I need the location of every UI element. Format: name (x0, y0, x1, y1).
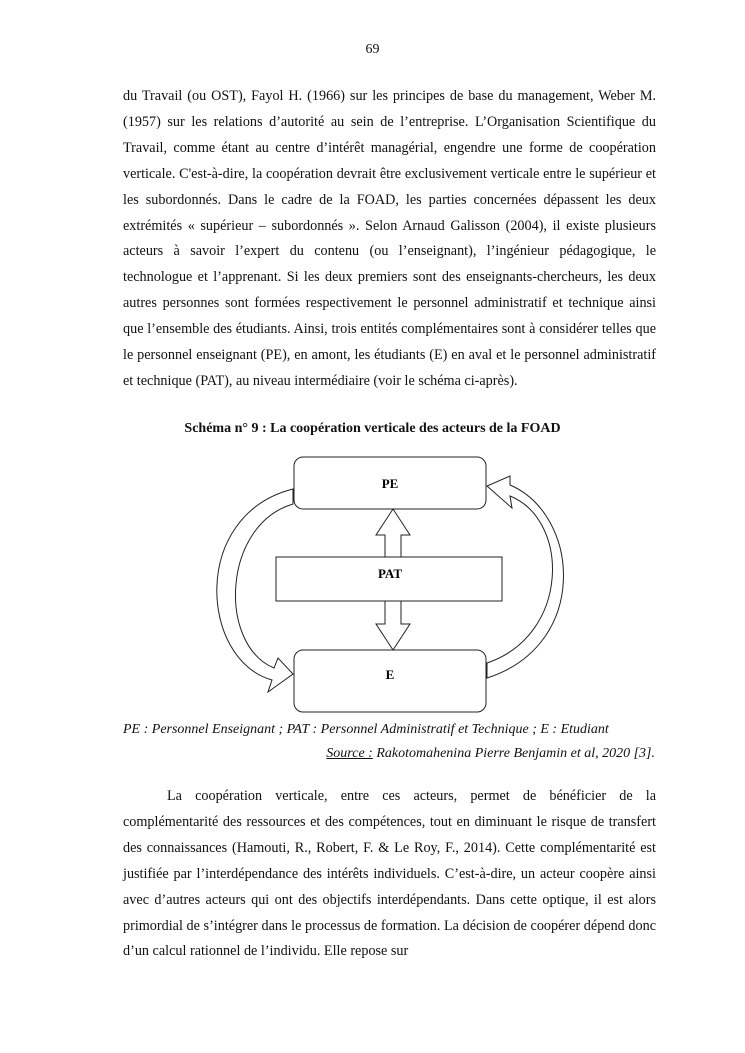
figure-legend: PE : Personnel Enseignant ; PAT : Personnel Administratif et Technique ; E : Etudiant (123, 722, 609, 737)
page-number: 69 (365, 42, 380, 57)
pe-label: PE (381, 476, 399, 491)
body-paragraph: du Travail (ou OST), Fayol H. (1966) sur les principes de base du management, Weber M. (1957) sur les relations d’autorité au sein de l’entreprise. L’Organisation Scientifique du Travail, comme étant au centre d’intérêt managérial, engendre une forme de coopération verticale. C'est-à-dire, la coopération devrait être exclusivement verticale entre le supérieur et les subordonnés. Dans le cadre de la FOAD, les parties concernées dépassent les deux extrémités « supérieur – subordonnés ». Selon Arnaud Galisson (2004), il existe plusieurs acteurs à savoir l’expert du contenu (ou l’enseignant), l’ingénieur pédagogique, le technologue et l’apprenant. Si les deux premiers sont des enseignants-chercheurs, les deux autres personnes sont formées respectivement le personnel administratif et technique ainsi que l’ensemble des étudiants. Ainsi, trois entités complémentaires sont à considérer telles que le personnel enseignant (PE), en amont, les étudiants (E) en aval et le personnel administratif et technique (PAT), au niveau intermédiaire (voir le schéma ci-après). (123, 88, 656, 389)
body-paragraph-2: La coopération verticale, entre ces acteurs, permet de bénéficier de la complémentarité des ressources et des compétences, tout en diminuant le risque de transfert des connaissances (Hamouti, R., Robert, F. & Le Roy, F., 2014). Cette complémentarité est justifiée par l’interdépendance des intérêts individuels. C’est-à-dire, un acteur coopère ainsi avec d’autres acteurs qui ont des objectifs interdépendants. Dans cette optique, il est alors primordial de s’intégrer dans le processus de formation. La décision de coopérer dépend donc d’un calcul rationnel de l’individu. Elle repose sur (123, 788, 656, 960)
cooperation-diagram (0, 440, 745, 720)
source-text: Rakotomahenina Pierre Benjamin et al, 2020 [3]. (372, 746, 655, 761)
figure-source (326, 746, 655, 762)
e-label: E (385, 667, 395, 682)
source-label: Source : (326, 746, 373, 761)
pat-label: PAT (377, 566, 403, 581)
figure-title: Schéma n° 9 : La coopération verticale des acteurs de la FOAD (184, 421, 561, 436)
